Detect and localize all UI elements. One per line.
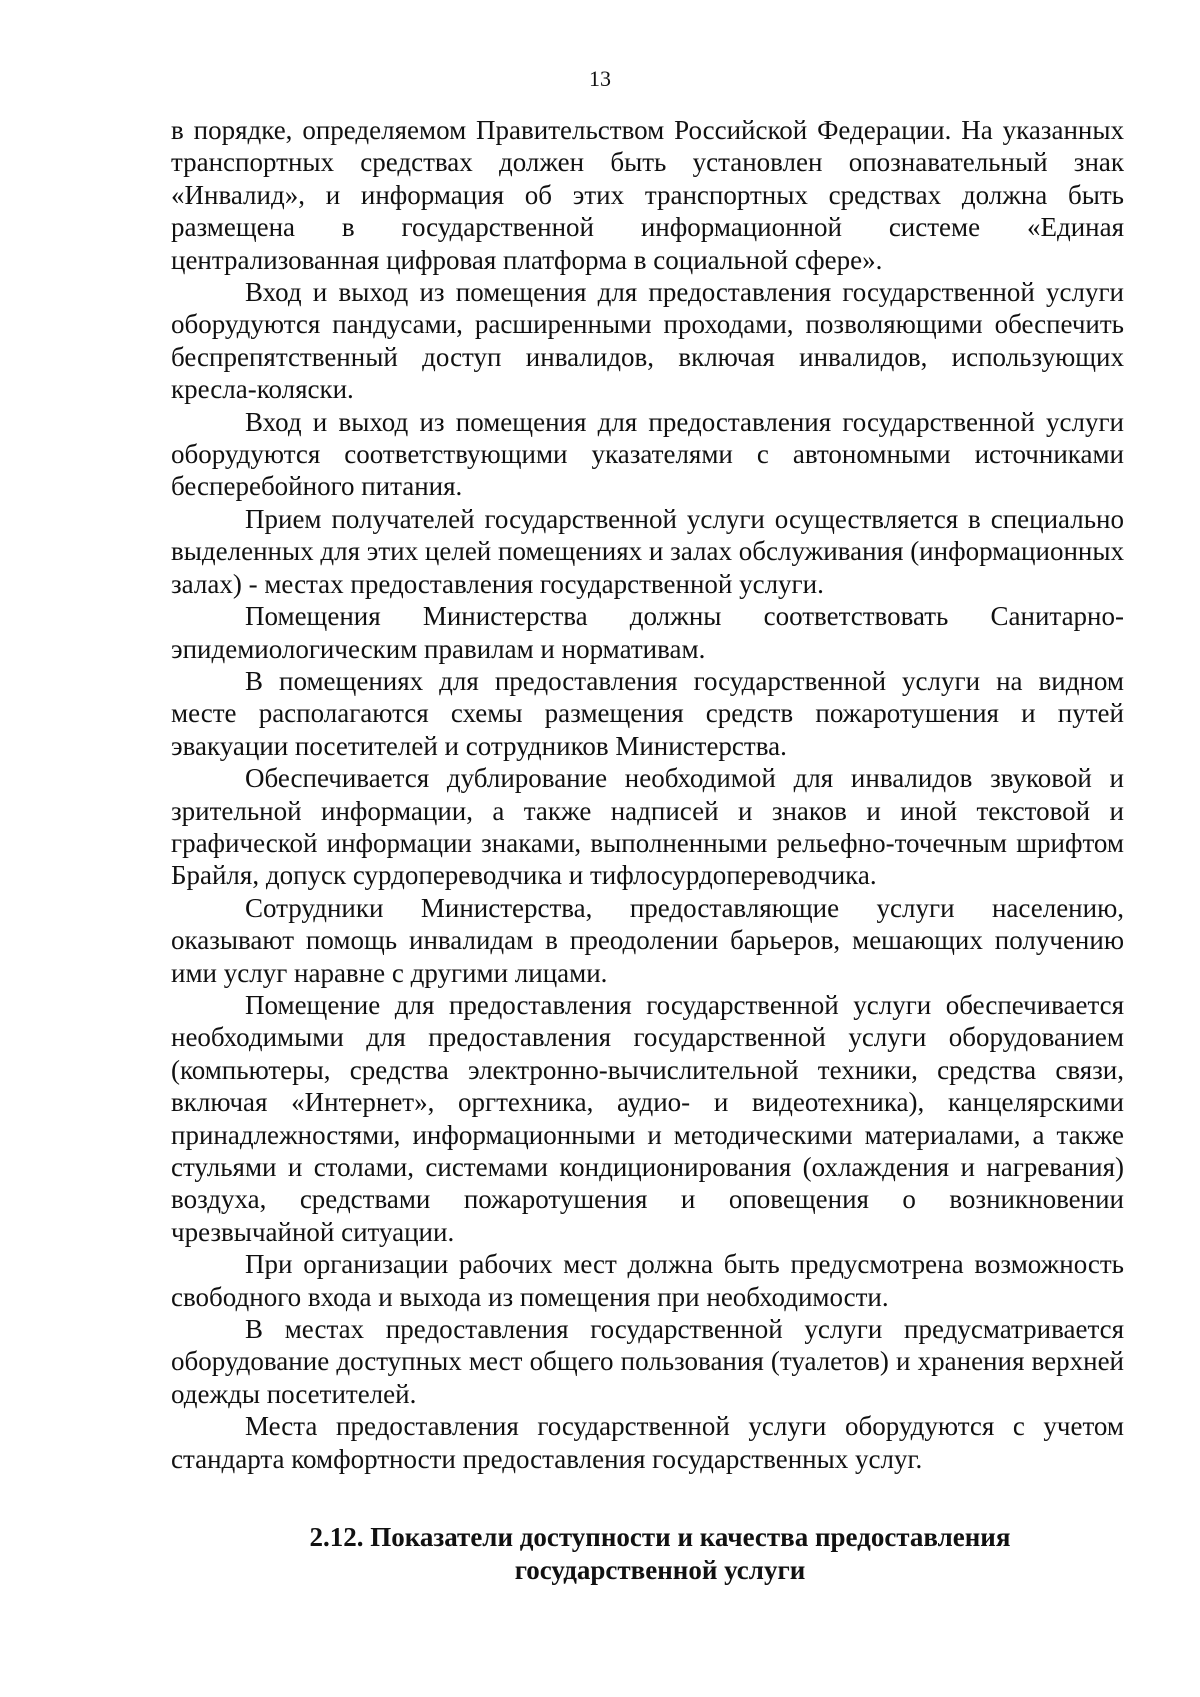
paragraph-continuation: в порядке, определяемом Правительством Российской Федерации. На указанных транспортных средствах должен быть установлен опознавательный знак «Инвалид», и информация об этих транспортных средствах должна быть размещена в государственной информационной системе «Единая централизованная цифровая платформа в социальной сфере».	[171, 115, 1124, 275]
paragraph-evacuation: В помещениях для предоставления государственной услуги на видном месте располагаются схемы размещения средств пожаротушения и путей эвакуации посетителей и сотрудников Министерства.	[171, 665, 1124, 761]
paragraph-duplication: Обеспечивается дублирование необходимой для инвалидов звуковой и зрительной информации, а также надписей и знаков и иной текстовой и графической информации знаками, выполненными рельефно-точечным шрифтом Брайля, допуск сурдопереводчика и тифлосурдопереводчика.	[171, 763, 1124, 891]
paragraph-comfort-standard: Места предоставления государственной услуги оборудуются с учетом стандарта комфортности предоставления государственных услуг.	[171, 1411, 1124, 1474]
section-heading-line-1: 2.12. Показатели доступности и качества предоставления	[309, 1522, 1011, 1552]
paragraph-equipment: Помещение для предоставления государственной услуги обеспечивается необходимыми для предоставления государственной услуги оборудованием (компьютеры, средства электронно-вычислительной техники, средства связи, включая «Интернет», оргтехника, аудио- и видеотехника), канцелярскими принадлежностями, информационными и методическими материалами, а также стульями и столами, системами кондиционирования (охлаждения и нагревания) воздуха, средствами пожаротушения и оповещения о возникновении чрезвычайной ситуации.	[171, 989, 1124, 1247]
paragraph-reception: Прием получателей государственной услуги осуществляется в специально выделенных для этих целей помещениях и залах обслуживания (информационных залах) - местах предоставления государственной услуги.	[171, 503, 1124, 599]
paragraph-staff-assistance: Сотрудники Министерства, предоставляющие услуги населению, оказывают помощь инвалидам в преодолении барьеров, мешающих получению ими услуг наравне с другими лицами.	[171, 892, 1124, 988]
paragraph-workplaces: При организации рабочих мест должна быть предусмотрена возможность свободного входа и выхода из помещения при необходимости.	[171, 1249, 1124, 1312]
section-heading	[280, 1521, 1040, 1587]
paragraph-entrance-signs: Вход и выход из помещения для предоставления государственной услуги оборудуются соответствующими указателями с автономными источниками бесперебойного питания.	[171, 406, 1124, 502]
section-heading-line-2: государственной услуги	[514, 1555, 806, 1585]
paragraph-facilities: В местах предоставления государственной услуги предусматривается оборудование доступных мест общего пользования (туалетов) и хранения верхней одежды посетителей.	[171, 1314, 1124, 1409]
page-number: 13	[589, 66, 611, 91]
body-text	[171, 114, 1124, 1475]
paragraph-sanitary: Помещения Министерства должны соответствовать Санитарно-эпидемиологическим правилам и нормативам.	[171, 601, 1124, 664]
paragraph-entrance-ramps: Вход и выход из помещения для предоставления государственной услуги оборудуются пандусами, расширенными проходами, позволяющими обеспечить беспрепятственный доступ инвалидов, включая инвалидов, использующих кресла-коляски.	[171, 277, 1124, 405]
